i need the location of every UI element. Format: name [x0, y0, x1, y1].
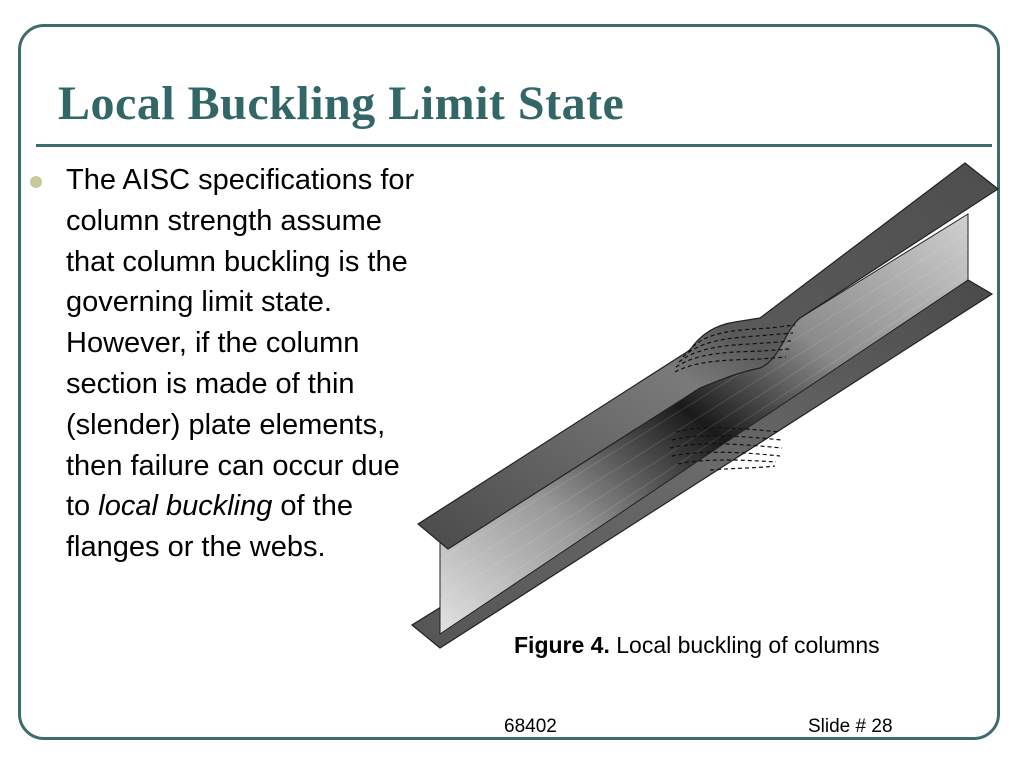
footer-code: 68402: [504, 716, 557, 737]
figure-caption-label: Figure 4.: [514, 632, 610, 658]
top-flange: [418, 163, 998, 549]
bullet-text-start: The AISC specifications for column strength assume that column buckling is the governing limit state. However, if the column section is made of thin (slender) plate elements, then failure can occur due to: [66, 164, 415, 523]
bullet-text-emphasis: local buckling: [98, 490, 273, 523]
slide-title: Local Buckling Limit State: [58, 77, 625, 130]
figure-caption-text: Local buckling of columns: [609, 632, 880, 658]
bullet-text-end: of the flanges or the webs.: [66, 490, 353, 564]
title-divider: [36, 144, 992, 147]
bullet-icon: [30, 176, 42, 188]
footer-slide-number: Slide # 28: [808, 716, 893, 737]
figure-caption: [514, 632, 880, 659]
column-buckling-figure: [400, 150, 1010, 670]
bullet-text: [66, 160, 416, 568]
column-web: [440, 214, 968, 634]
